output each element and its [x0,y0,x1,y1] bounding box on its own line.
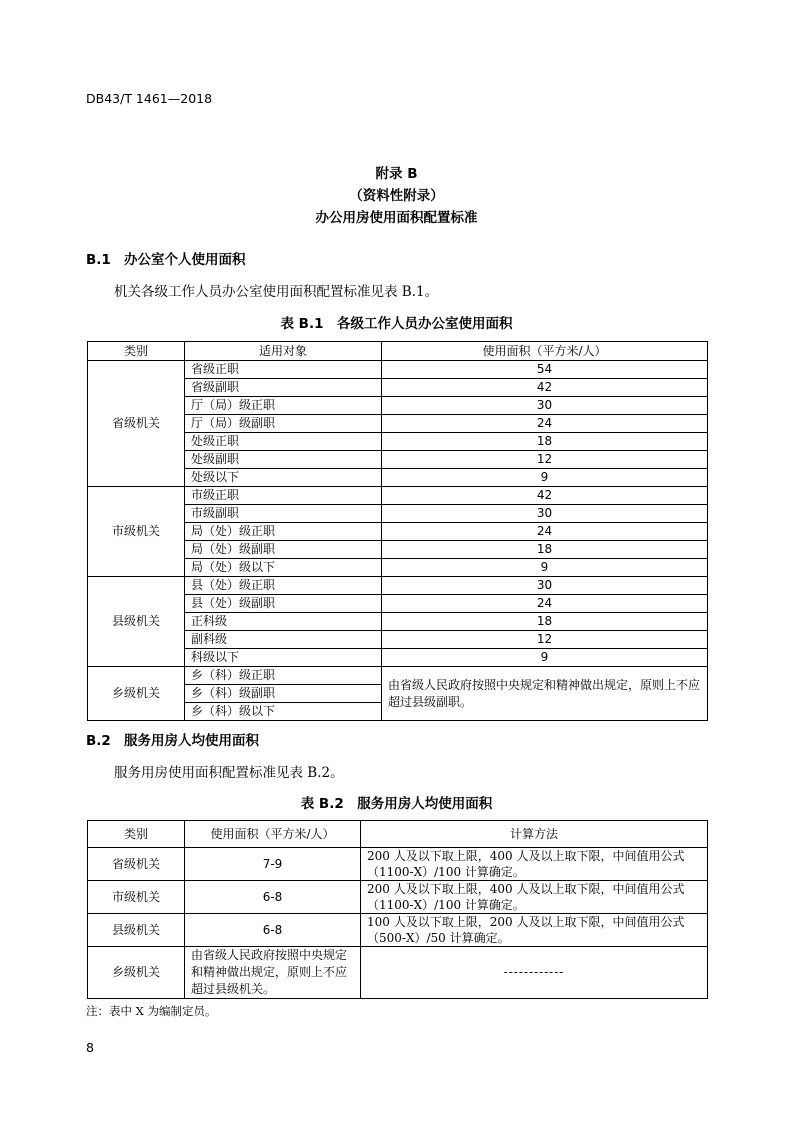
column-header: 计算方法 [361,821,708,848]
section-title: 服务用房人均使用面积 [124,733,259,749]
table-row [88,577,708,595]
section-b2-paragraph: 服务用房使用面积配置标准见表 B.2。 [114,765,344,781]
category-cell: 市级机关 [88,487,185,577]
area-cell: 18 [382,433,708,451]
category-cell: 县级机关 [88,577,185,667]
rank-cell: 乡（科）级副职 [185,685,382,703]
area-cell: 6-8 [185,914,361,947]
area-cell: 54 [382,361,708,379]
rank-cell: 省级正职 [185,361,382,379]
rank-cell: 处级副职 [185,451,382,469]
rank-cell: 省级副职 [185,379,382,397]
table-row [88,881,708,914]
column-header: 类别 [88,821,185,848]
method-cell: 200 人及以下取上限，400 人及以上取下限，中间值用公式（1100-X）/100 计算确定。 [361,848,708,881]
area-cell: 7-9 [185,848,361,881]
area-cell: 9 [382,559,708,577]
rank-cell: 市级正职 [185,487,382,505]
rank-cell: 科级以下 [185,649,382,667]
section-b1-heading [86,248,246,268]
category-cell: 市级机关 [88,881,185,914]
rank-cell: 乡（科）级以下 [185,703,382,721]
rank-cell: 处级以下 [185,469,382,487]
area-cell: 12 [382,451,708,469]
appendix-title: 附录 B [375,166,418,182]
rank-cell: 厅（局）级正职 [185,397,382,415]
rank-cell: 市级副职 [185,505,382,523]
method-cell: 200 人及以下取上限，400 人及以上取下限，中间值用公式（1100-X）/100 计算确定。 [361,881,708,914]
section-b2-heading [86,729,259,749]
area-cell: 30 [382,577,708,595]
area-cell: 30 [382,505,708,523]
rank-cell: 县（处）级正职 [185,577,382,595]
column-header: 使用面积（平方米/人） [382,342,708,361]
table-header-row [88,342,708,361]
rank-cell: 处级正职 [185,433,382,451]
category-cell: 县级机关 [88,914,185,947]
table-row [88,947,708,999]
rank-cell: 厅（局）级副职 [185,415,382,433]
rank-cell: 乡（科）级正职 [185,667,382,685]
rank-cell: 局（处）级以下 [185,559,382,577]
area-cell: 18 [382,541,708,559]
rank-cell: 局（处）级副职 [185,541,382,559]
appendix-heading: 办公用房使用面积配置标准 [315,210,478,226]
table-note: 注：表中 X 为编制定员。 [86,1004,217,1018]
method-cell: 100 人及以下取上限，200 人及以上取下限，中间值用公式（500-X）/50 计算确定。 [361,914,708,947]
section-number: B.2 [86,733,111,749]
category-cell: 乡级机关 [88,667,185,721]
rank-cell: 正科级 [185,613,382,631]
area-cell: 24 [382,595,708,613]
area-cell: 30 [382,397,708,415]
area-cell: 24 [382,523,708,541]
area-cell: 9 [382,649,708,667]
area-cell: 12 [382,631,708,649]
area-cell: 42 [382,379,708,397]
table-b1-caption: 表 B.1 各级工作人员办公室使用面积 [280,316,513,332]
table-header-row [88,821,708,848]
table-row [88,667,708,685]
rank-cell: 副科级 [185,631,382,649]
area-cell: 6-8 [185,881,361,914]
page-number: 8 [86,1040,94,1055]
area-cell: 42 [382,487,708,505]
rank-cell: 局（处）级正职 [185,523,382,541]
section-number: B.1 [86,252,111,268]
area-cell: 24 [382,415,708,433]
category-cell: 省级机关 [88,361,185,487]
table-row [88,914,708,947]
appendix-nature: （资料性附录） [349,188,444,204]
area-cell: 由省级人民政府按照中央规定和精神做出规定，原则上不应超过县级机关。 [185,947,361,999]
table-row [88,848,708,881]
area-note-cell: 由省级人民政府按照中央规定和精神做出规定，原则上不应超过县级副职。 [382,667,708,721]
column-header: 适用对象 [185,342,382,361]
area-cell: 9 [382,469,708,487]
table-b2-caption: 表 B.2 服务用房人均使用面积 [300,796,493,812]
table-row [88,487,708,505]
table-row [88,361,708,379]
area-cell: 18 [382,613,708,631]
document-code: DB43/T 1461—2018 [86,91,213,106]
table-b1 [87,341,708,721]
table-b2 [87,820,708,999]
category-cell: 乡级机关 [88,947,185,999]
column-header: 使用面积（平方米/人） [185,821,361,848]
column-header: 类别 [88,342,185,361]
rank-cell: 县（处）级副职 [185,595,382,613]
category-cell: 省级机关 [88,848,185,881]
section-title: 办公室个人使用面积 [124,252,246,268]
section-b1-paragraph: 机关各级工作人员办公室使用面积配置标准见表 B.1。 [114,284,439,300]
method-cell: ------------ [361,947,708,999]
